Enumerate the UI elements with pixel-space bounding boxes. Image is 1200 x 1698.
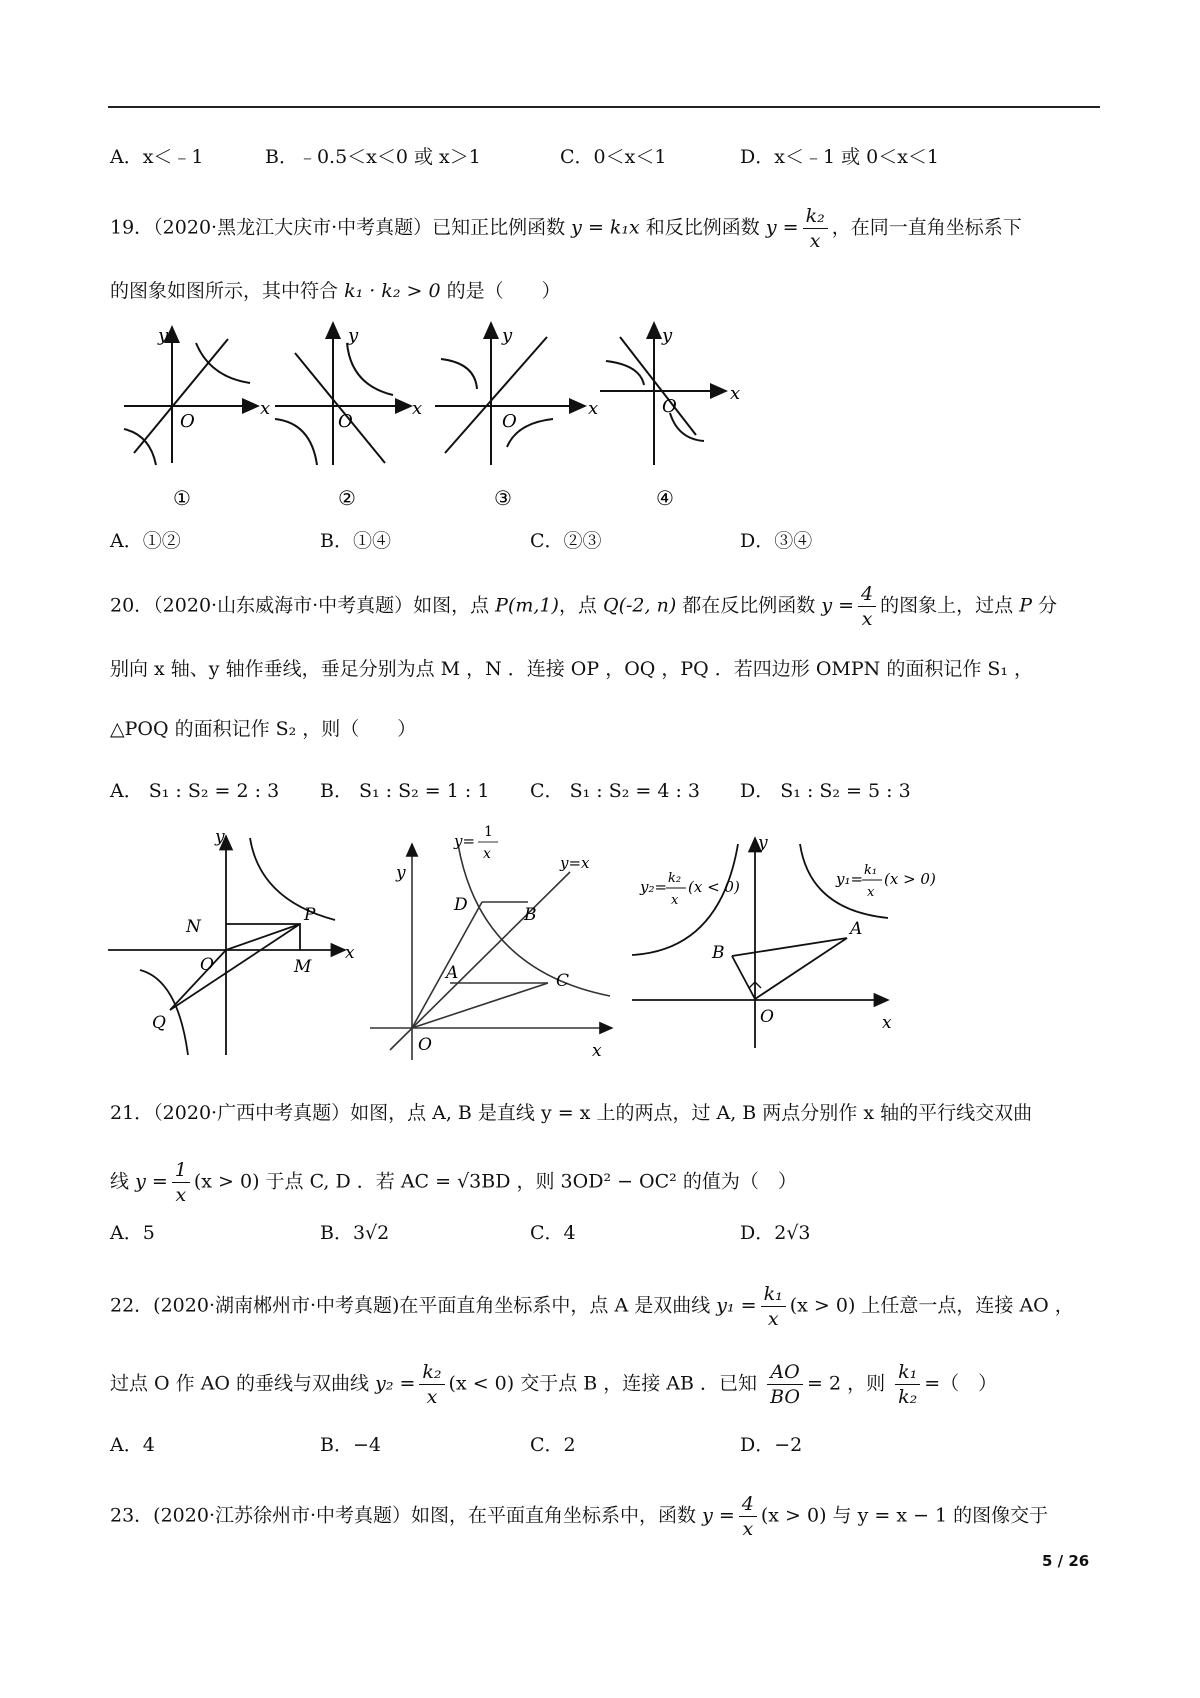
q20-option-a: A． S₁ : S₂ = 2 : 3: [110, 780, 280, 802]
fig21-curve-num: 1: [484, 824, 493, 840]
q21-option-a: A．5: [110, 1222, 155, 1244]
fig21-b: B: [524, 905, 537, 925]
fig21-line-label: y=x: [560, 854, 590, 872]
q22-y1-fraction: $\frac{\text{k₁}}{x}$: [761, 1282, 786, 1331]
q21-fraction: $\frac{1}{x}$: [172, 1158, 190, 1207]
q22-k-fraction: $\frac{\text{k₁}}{\text{k₂}}$: [895, 1360, 920, 1409]
fig21-c: C: [556, 971, 570, 991]
fig22-right-num: k₁: [864, 863, 878, 878]
q19-option-b: B．①④: [320, 530, 391, 552]
fig20-n: N: [186, 917, 201, 937]
fig21-curve-left: y=: [454, 832, 476, 850]
fig20-m: M: [294, 957, 312, 977]
q21-stem-line2: 线 y = $\frac{1}{x}$ (x > 0) 于点 C, D ．若 AC = √3BD ，则 3OD² − OC² 的值为（ ）: [110, 1159, 797, 1206]
q18-option-d: D．x＜﹣1 或 0＜x＜1: [740, 146, 940, 168]
header-rule: [108, 106, 1100, 108]
q19-axis-x-4: x: [730, 383, 741, 404]
q20-option-b: B． S₁ : S₂ = 1 : 1: [320, 780, 490, 802]
fig21-curve-den: x: [483, 846, 491, 862]
q22-stem-line2: 过点 O 作 AO 的垂线与双曲线 y₂ = $\frac{\text{k₂}}{x}$ (x < 0) 交于点 B ，连接 AB ．已知 $\frac{AO}{BO}$ = 2 ，则 $\frac{\text{k₁}}{\text{k₂}}$ =（ ）: [110, 1361, 998, 1408]
q22-option-d: D．−2: [740, 1434, 803, 1456]
q19-axis-y-4: y: [662, 325, 673, 346]
fig21-a: A: [446, 963, 459, 983]
fig22-o: O: [760, 1007, 774, 1027]
q19-label-1: ①: [173, 486, 191, 510]
fig22-a: A: [850, 919, 863, 939]
fig21-y: y: [396, 863, 406, 883]
q21-stem-line1: 21．（2020·广西中考真题）如图，点 A, B 是直线 y = x 上的两点，过 A, B 两点分别作 x 轴的平行线交双曲: [110, 1102, 1033, 1124]
q22-option-c: C．2: [530, 1434, 576, 1456]
q19-stem-line1: 19．（2020·黑龙江大庆市·中考真题）已知正比例函数 y = k₁x 和反比例函数 y = $\frac{\text{k₂}}{x}$ ，在同一直角坐标系下: [110, 205, 1022, 252]
fig21-d: D: [454, 895, 468, 915]
q20-fraction: $\frac{4}{x}$: [858, 582, 876, 631]
fig20-p: P: [304, 905, 316, 925]
fig20-q: Q: [152, 1013, 166, 1033]
q22-option-a: A．4: [110, 1434, 155, 1456]
fig20-x: x: [345, 943, 355, 963]
q22-option-b: B．−4: [320, 1434, 381, 1456]
q21-option-b: B．3√2: [320, 1222, 390, 1244]
fig20-y: y: [215, 827, 225, 847]
q19-label-4: ④: [656, 486, 674, 510]
q19-option-d: D．③④: [740, 530, 813, 552]
q22-ratio-fraction: $\frac{AO}{BO}$: [767, 1360, 803, 1409]
q19-stem-line2: 的图象如图所示，其中符合 k₁ · k₂ > 0 的是（ ）: [110, 280, 561, 302]
fig21-o: O: [418, 1035, 432, 1055]
q21-option-c: C．4: [530, 1222, 576, 1244]
q19-option-a: A．①②: [110, 530, 181, 552]
fig22-right-cond: (x > 0): [884, 870, 936, 888]
q19-origin-2: O: [338, 411, 353, 432]
q19-figures: [110, 315, 770, 515]
q19-origin-1: O: [180, 411, 195, 432]
q19-origin-3: O: [502, 411, 517, 432]
q18-option-a: A．x＜﹣1: [110, 146, 204, 168]
q19-axis-x-3: x: [588, 398, 599, 419]
q18-option-b: B．﹣0.5＜x＜0 或 x＞1: [265, 146, 481, 168]
q19-label-2: ②: [338, 486, 356, 510]
q19-axis-y-3: y: [502, 325, 513, 346]
q19-graph-2: [275, 323, 411, 465]
figures-row: [100, 820, 1100, 1070]
q19-fraction: $\frac{\text{k₂}}{x}$: [803, 204, 828, 253]
q20-option-c: C． S₁ : S₂ = 4 : 3: [530, 780, 700, 802]
q23-stem-line1: 23．(2020·江苏徐州市·中考真题）如图，在平面直角坐标系中，函数 y = $\frac{4}{x}$ (x > 0) 与 y = x − 1 的图像交于: [110, 1493, 1049, 1540]
q19-axis-y-2: y: [348, 325, 359, 346]
page-number: 5 / 26: [1042, 1552, 1090, 1570]
fig22-right-label: y₁=: [836, 870, 864, 888]
q21-figure: [370, 844, 612, 1060]
q20-figure: [108, 836, 345, 1055]
q22-y2-fraction: $\frac{\text{k₂}}{x}$: [419, 1360, 444, 1409]
q19-axis-y-1: y: [158, 325, 169, 346]
q22-stem-line1: 22．(2020·湖南郴州市·中考真题)在平面直角坐标系中，点 A 是双曲线 y₁ = $\frac{\text{k₁}}{x}$ (x > 0) 上任意一点，连接 AO ，: [110, 1283, 1074, 1330]
fig22-left-den: x: [671, 893, 679, 908]
q19-option-c: C．②③: [530, 530, 602, 552]
fig22-x: x: [882, 1013, 892, 1033]
fig22-left-cond: (x < 0): [688, 878, 740, 896]
q20-stem-line1: 20．（2020·山东威海市·中考真题）如图，点 P(m,1)，点 Q(-2, n) 都在反比例函数 y = $\frac{4}{x}$ 的图象上，过点 P 分: [110, 583, 1058, 630]
fig22-y: y: [758, 833, 768, 853]
q20-option-d: D． S₁ : S₂ = 5 : 3: [740, 780, 911, 802]
q19-label-3: ③: [494, 486, 512, 510]
q18-option-c: C．0＜x＜1: [560, 146, 667, 168]
q19-axis-x-2: x: [412, 398, 423, 419]
q19-graph-1: [124, 327, 258, 465]
q19-axis-x-1: x: [260, 398, 271, 419]
q19-origin-4: O: [662, 396, 677, 417]
fig22-right-den: x: [867, 885, 875, 900]
q21-option-d: D．2√3: [740, 1222, 811, 1244]
q23-fraction: $\frac{4}{x}$: [739, 1492, 757, 1541]
fig22-b: B: [712, 943, 725, 963]
q20-stem-line2: 别向 x 轴、y 轴作垂线，垂足分别为点 M ，N ．连接 OP ，OQ ，PQ ．若四边形 OMPN 的面积记作 S₁ ，: [110, 658, 1034, 680]
fig22-left-num: k₂: [668, 871, 682, 886]
fig21-x: x: [592, 1041, 602, 1061]
fig20-o: O: [200, 955, 214, 975]
fig22-left-label: y₂=: [640, 878, 668, 896]
q20-stem-line3: △POQ 的面积记作 S₂ ，则（ ）: [110, 718, 417, 740]
